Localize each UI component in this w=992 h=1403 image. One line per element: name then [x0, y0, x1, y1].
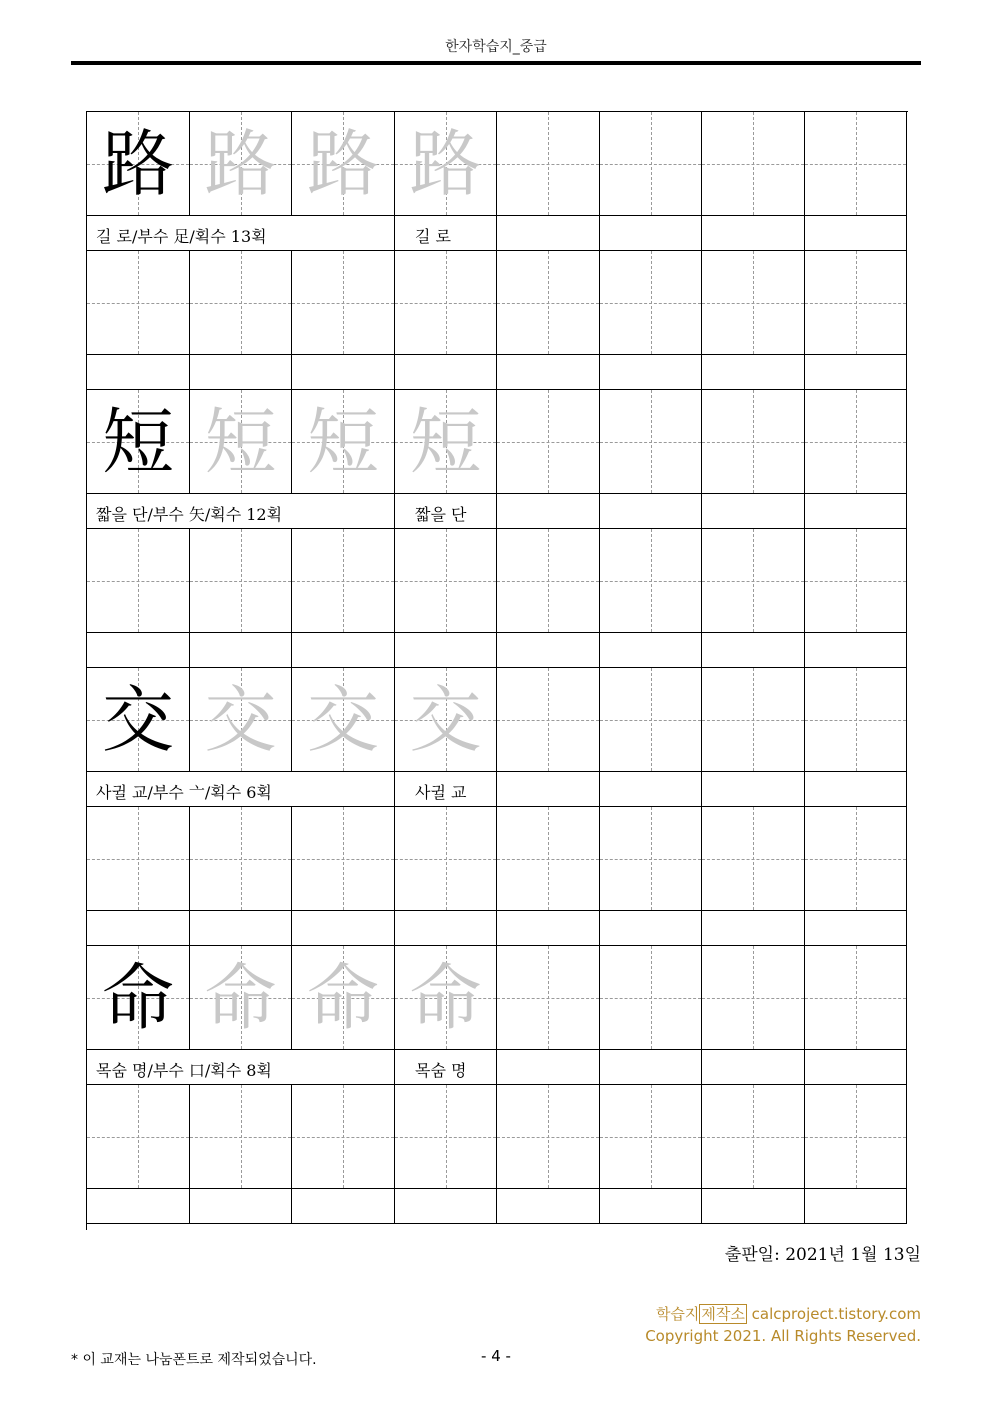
meaning-cell	[395, 772, 497, 807]
meaning-practice-cell[interactable]	[395, 355, 497, 390]
practice-cell[interactable]	[190, 251, 292, 355]
meaning-practice-cell[interactable]	[702, 772, 805, 807]
meaning-practice-cell[interactable]	[395, 911, 497, 946]
practice-grid	[86, 111, 908, 1230]
meaning-practice-cell[interactable]	[805, 911, 907, 946]
meaning-practice-cell[interactable]	[702, 216, 805, 251]
char-meaning: 목숨 명	[415, 1061, 467, 1080]
practice-cell[interactable]	[395, 807, 497, 911]
meaning-practice-cell[interactable]	[497, 355, 600, 390]
meaning-practice-cell[interactable]	[702, 494, 805, 529]
practice-cell[interactable]	[497, 112, 600, 216]
practice-cell[interactable]	[702, 112, 805, 216]
brand-line	[656, 1303, 921, 1324]
practice-cell[interactable]	[805, 807, 907, 911]
meaning-practice-cell[interactable]	[292, 633, 395, 668]
trace-hanja: 短	[409, 399, 482, 484]
practice-cell[interactable]	[87, 807, 190, 911]
trace-cell[interactable]	[190, 112, 292, 216]
practice-cell[interactable]	[497, 390, 600, 494]
practice-cell[interactable]	[190, 529, 292, 633]
practice-row	[87, 529, 908, 633]
trace-cell[interactable]	[395, 112, 497, 216]
practice-cell[interactable]	[600, 529, 702, 633]
trace-hanja: 路	[204, 121, 277, 206]
meaning-practice-cell[interactable]	[600, 911, 702, 946]
practice-cell[interactable]	[292, 807, 395, 911]
trace-hanja: 交	[306, 677, 379, 762]
trace-cell[interactable]	[190, 946, 292, 1050]
practice-cell[interactable]	[292, 251, 395, 355]
practice-cell[interactable]	[702, 529, 805, 633]
char-info: 목숨 명/부수 口/획수 8획	[96, 1061, 272, 1080]
meaning-practice-cell[interactable]	[702, 633, 805, 668]
meaning-practice-cell[interactable]	[292, 1189, 395, 1224]
practice-cell[interactable]	[805, 529, 907, 633]
trace-cell[interactable]	[395, 390, 497, 494]
trace-hanja: 路	[306, 121, 379, 206]
practice-cell[interactable]	[702, 251, 805, 355]
meaning-practice-cell[interactable]	[190, 633, 292, 668]
practice-cell[interactable]	[805, 390, 907, 494]
practice-cell[interactable]	[497, 251, 600, 355]
meaning-practice-cell[interactable]	[87, 911, 190, 946]
practice-cell[interactable]	[600, 112, 702, 216]
practice-cell[interactable]	[600, 668, 702, 772]
publish-date: 출판일: 2021년 1월 13일	[724, 1245, 921, 1265]
meaning-practice-cell[interactable]	[497, 911, 600, 946]
copyright: Copyright 2021. All Rights Reserved.	[645, 1327, 921, 1345]
meaning-practice-cell[interactable]	[497, 633, 600, 668]
practice-cell[interactable]	[702, 807, 805, 911]
practice-cell[interactable]	[702, 390, 805, 494]
meaning-practice-cell[interactable]	[190, 1189, 292, 1224]
practice-cell[interactable]	[497, 668, 600, 772]
char-info: 짧을 단/부수 矢/획수 12획	[96, 505, 283, 524]
trace-hanja: 路	[409, 121, 482, 206]
practice-cell[interactable]	[395, 251, 497, 355]
model-row	[87, 668, 908, 772]
info-row	[87, 1050, 908, 1085]
meaning-practice-cell[interactable]	[600, 355, 702, 390]
trace-cell[interactable]	[190, 668, 292, 772]
model-row	[87, 946, 908, 1050]
brand-boxed: 제작소	[701, 1305, 745, 1323]
trace-cell[interactable]	[292, 668, 395, 772]
brand-url[interactable]: calcproject.tistory.com	[746, 1305, 921, 1323]
info-cell	[87, 772, 395, 807]
model-hanja: 命	[101, 955, 174, 1040]
practice-cell[interactable]	[702, 1085, 805, 1189]
char-meaning: 짧을 단	[415, 505, 467, 524]
info-cell	[87, 216, 395, 251]
practice-cell[interactable]	[600, 390, 702, 494]
practice-cell[interactable]	[805, 251, 907, 355]
page-header-title: 한자학습지_중급	[445, 39, 547, 55]
practice-cell[interactable]	[805, 946, 907, 1050]
practice-cell[interactable]	[87, 529, 190, 633]
meaning-practice-cell[interactable]	[395, 633, 497, 668]
practice-cell[interactable]	[805, 668, 907, 772]
practice-cell[interactable]	[292, 529, 395, 633]
meaning-practice-cell[interactable]	[497, 1050, 600, 1085]
trace-cell[interactable]	[190, 390, 292, 494]
brand-prefix: 학습지	[655, 1305, 700, 1323]
font-note: * 이 교재는 나눔폰트로 제작되었습니다.	[71, 1352, 317, 1368]
meaning-cell	[395, 216, 497, 251]
meaning-practice-cell[interactable]	[600, 216, 702, 251]
meaning-practice-cell[interactable]	[702, 355, 805, 390]
meaning-practice-cell[interactable]	[600, 494, 702, 529]
meaning-practice-cell[interactable]	[702, 911, 805, 946]
trace-hanja: 短	[306, 399, 379, 484]
practice-cell[interactable]	[497, 807, 600, 911]
char-info: 길 로/부수 足/획수 13획	[96, 227, 267, 246]
trace-hanja: 短	[204, 399, 277, 484]
practice-meaning-row	[87, 911, 908, 946]
meaning-practice-cell[interactable]	[497, 772, 600, 807]
practice-cell[interactable]	[190, 1085, 292, 1189]
trace-cell[interactable]	[395, 946, 497, 1050]
practice-row	[87, 807, 908, 911]
meaning-practice-cell[interactable]	[190, 355, 292, 390]
trace-hanja: 命	[306, 955, 379, 1040]
meaning-practice-cell[interactable]	[600, 1189, 702, 1224]
model-cell	[87, 390, 190, 494]
practice-meaning-row	[87, 355, 908, 390]
practice-cell[interactable]	[292, 1085, 395, 1189]
char-info: 사귈 교/부수 亠/획수 6획	[96, 783, 272, 802]
practice-cell[interactable]	[87, 1085, 190, 1189]
trace-cell[interactable]	[395, 668, 497, 772]
info-row	[87, 772, 908, 807]
model-cell	[87, 668, 190, 772]
practice-cell[interactable]	[600, 251, 702, 355]
trace-hanja: 交	[204, 677, 277, 762]
page-number: - 4 -	[481, 1347, 511, 1365]
practice-cell[interactable]	[702, 668, 805, 772]
meaning-practice-cell[interactable]	[292, 355, 395, 390]
practice-meaning-row	[87, 1189, 908, 1224]
trace-hanja: 命	[409, 955, 482, 1040]
trace-cell[interactable]	[292, 946, 395, 1050]
practice-cell[interactable]	[497, 946, 600, 1050]
practice-row	[87, 251, 908, 355]
char-meaning: 길 로	[415, 227, 451, 246]
practice-cell[interactable]	[600, 946, 702, 1050]
header-rule	[71, 61, 921, 65]
info-row	[87, 494, 908, 529]
practice-cell[interactable]	[805, 112, 907, 216]
info-row	[87, 216, 908, 251]
meaning-practice-cell[interactable]	[805, 1050, 907, 1085]
model-hanja: 路	[101, 121, 174, 206]
practice-cell[interactable]	[702, 946, 805, 1050]
practice-cell[interactable]	[395, 1085, 497, 1189]
practice-cell[interactable]	[805, 1085, 907, 1189]
meaning-practice-cell[interactable]	[497, 1189, 600, 1224]
meaning-practice-cell[interactable]	[805, 772, 907, 807]
model-cell	[87, 112, 190, 216]
info-cell	[87, 1050, 395, 1085]
meaning-practice-cell[interactable]	[395, 1189, 497, 1224]
meaning-practice-cell[interactable]	[702, 1050, 805, 1085]
meaning-practice-cell[interactable]	[87, 1189, 190, 1224]
model-row	[87, 112, 908, 216]
trace-cell[interactable]	[292, 112, 395, 216]
char-meaning: 사귈 교	[415, 783, 467, 802]
meaning-practice-cell[interactable]	[87, 355, 190, 390]
meaning-cell	[395, 494, 497, 529]
meaning-practice-cell[interactable]	[600, 1050, 702, 1085]
meaning-practice-cell[interactable]	[805, 355, 907, 390]
practice-cell[interactable]	[600, 807, 702, 911]
practice-meaning-row	[87, 633, 908, 668]
meaning-practice-cell[interactable]	[600, 633, 702, 668]
meaning-practice-cell[interactable]	[497, 494, 600, 529]
practice-cell[interactable]	[497, 529, 600, 633]
practice-cell[interactable]	[600, 1085, 702, 1189]
trace-hanja: 交	[409, 677, 482, 762]
trace-cell[interactable]	[292, 390, 395, 494]
practice-cell[interactable]	[497, 1085, 600, 1189]
model-hanja: 短	[101, 399, 174, 484]
trace-hanja: 命	[204, 955, 277, 1040]
practice-cell[interactable]	[87, 251, 190, 355]
practice-cell[interactable]	[190, 807, 292, 911]
model-row	[87, 390, 908, 494]
meaning-practice-cell[interactable]	[702, 1189, 805, 1224]
model-hanja: 交	[101, 677, 174, 762]
meaning-cell	[395, 1050, 497, 1085]
meaning-practice-cell[interactable]	[805, 633, 907, 668]
practice-cell[interactable]	[395, 529, 497, 633]
meaning-practice-cell[interactable]	[600, 772, 702, 807]
meaning-practice-cell[interactable]	[805, 216, 907, 251]
meaning-practice-cell[interactable]	[292, 911, 395, 946]
info-cell	[87, 494, 395, 529]
meaning-practice-cell[interactable]	[805, 494, 907, 529]
meaning-practice-cell[interactable]	[805, 1189, 907, 1224]
model-cell	[87, 946, 190, 1050]
meaning-practice-cell[interactable]	[87, 633, 190, 668]
practice-row	[87, 1085, 908, 1189]
meaning-practice-cell[interactable]	[497, 216, 600, 251]
meaning-practice-cell[interactable]	[190, 911, 292, 946]
